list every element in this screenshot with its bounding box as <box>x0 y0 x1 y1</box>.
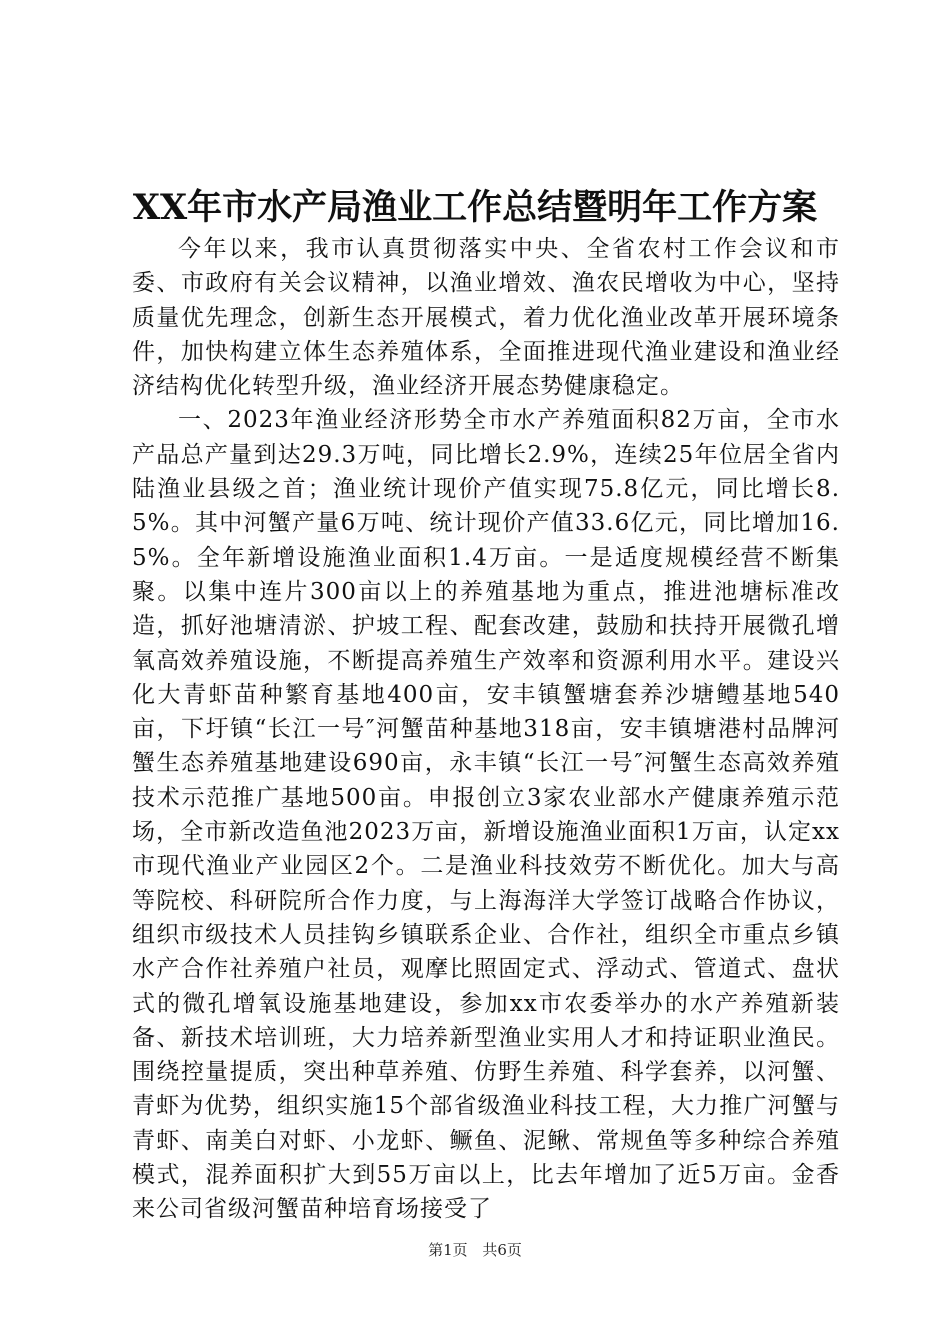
page-footer <box>0 1240 950 1260</box>
paragraph-section-one: 一、2023年渔业经济形势全市水产养殖面积82万亩，全市水产品总产量到达29.3万吨，同比增长2.9%，连续25年位居全省内陆渔业县级之首；渔业统计现价产值实现75.8亿元，同比增长8.5%。其中河蟹产量6万吨、统计现价产值33.6亿元，同比增加16.5%。全年新增设施渔业面积1.4万亩。一是适度规模经营不断集聚。以集中连片300亩以上的养殖基地为重点，推进池塘标准改造，抓好池塘清淤、护坡工程、配套改建，鼓励和扶持开展微孔增氧高效养殖设施，不断提高养殖生产效率和资源利用水平。建设兴化大青虾苗种繁育基地400亩，安丰镇蟹塘套养沙塘鳢基地540亩，下圩镇“长江一号″河蟹苗种基地318亩，安丰镇塘港村品牌河蟹生态养殖基地建设690亩，永丰镇“长江一号″河蟹生态高效养殖技术示范推广基地500亩。申报创立3家农业部水产健康养殖示范场，全市新改造鱼池2023万亩，新增设施渔业面积1万亩，认定xx市现代渔业产业园区2个。二是渔业科技效劳不断优化。加大与高等院校、科研院所合作力度，与上海海洋大学签订战略合作协议，组织市级技术人员挂钩乡镇联系企业、合作社，组织全市重点乡镇水产合作社养殖户社员，观摩比照固定式、浮动式、管道式、盘状式的微孔增氧设施基地建设，参加xx市农委举办的水产养殖新装备、新技术培训班，大力培养新型渔业实用人才和持证职业渔民。围绕控量提质，突出种草养殖、仿野生养殖、科学套养，以河蟹、青虾为优势，组织实施15个部省级渔业科技工程，大力推广河蟹与青虾、南美白对虾、小龙虾、鳜鱼、泥鳅、常规鱼等多种综合养殖模式，混养面积扩大到55万亩以上，比去年增加了近5万亩。金香来公司省级河蟹苗种培育场接受了 <box>132 407 840 1223</box>
document-title: XX年市水产局渔业工作总结暨明年工作方案 <box>132 187 818 228</box>
paragraph-intro: 今年以来，我市认真贯彻落实中央、全省农村工作会议和市委、市政府有关会议精神，以渔业增效、渔农民增收为中心，坚持质量优先理念，创新生态开展模式，着力优化渔业改革开展环境条件，加快构建立体生态养殖体系，全面推进现代渔业建设和渔业经济结构优化转型升级，渔业经济开展态势健康稳定。 <box>132 236 840 400</box>
page-total: 共6页 <box>482 1241 522 1259</box>
page-number: 第1页 <box>428 1241 468 1259</box>
document-body <box>132 232 840 1227</box>
